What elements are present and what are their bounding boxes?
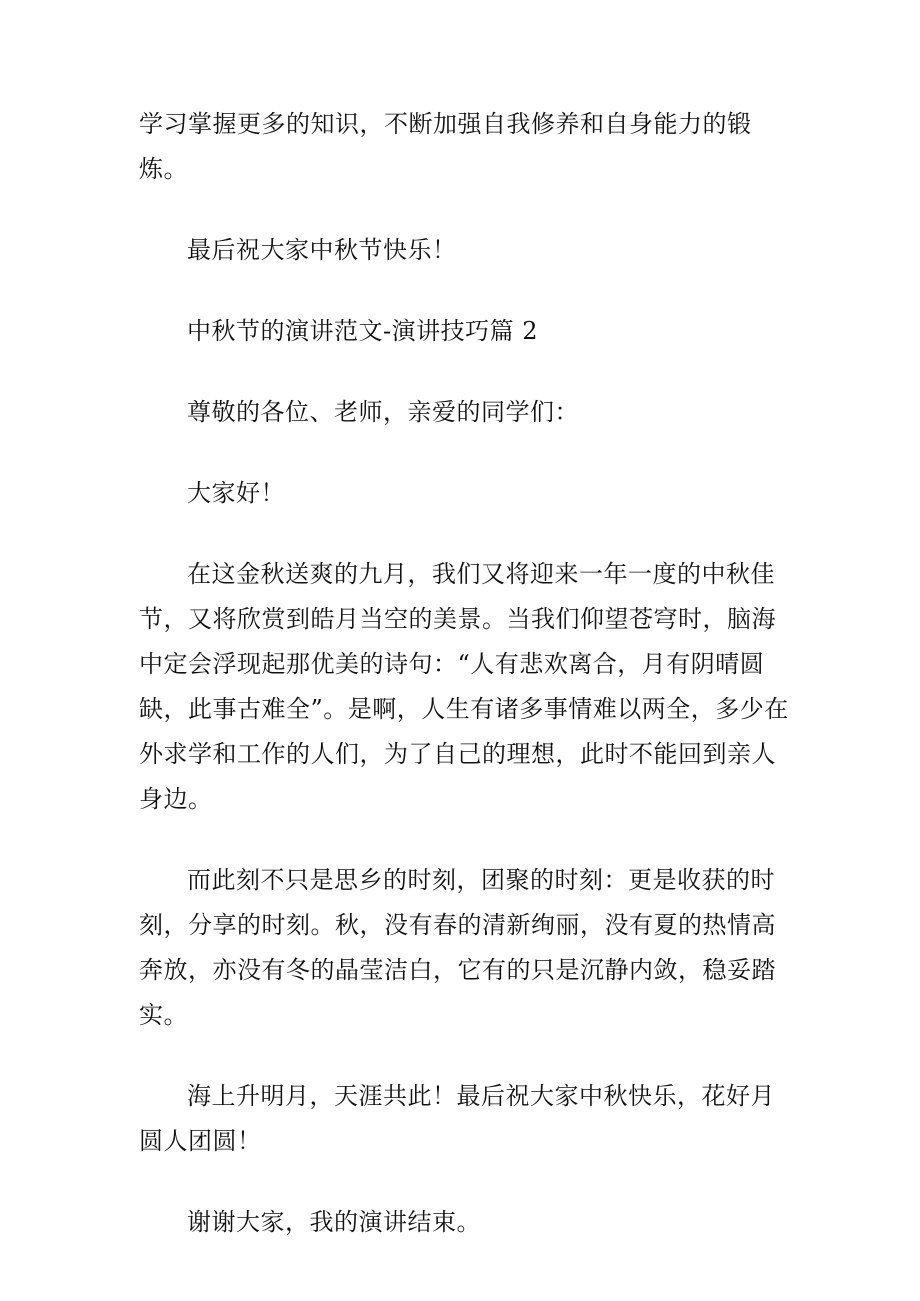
paragraph-holiday-wish: 最后祝大家中秋节快乐！: [187, 236, 457, 264]
salutation: 尊敬的各位、老师，亲爱的同学们：: [187, 398, 579, 426]
paragraph-gap: [139, 1038, 799, 1074]
paragraph-gap: [139, 822, 799, 858]
paragraph-gap: [139, 192, 799, 228]
paragraph-autumn-moon: 在这金秋送爽的九月，我们又将迎来一年一度的中秋佳节，又将欣赏到皓月当空的美景。当我们仰望苍穹时，脑海中定会浮现起那优美的诗句：“人有悲欢离合，月有阴晴圆缺，此事古难全”。是啊，人生有诸多事情难以两全，多少在外求学和工作的人们，为了自己的理想，此时不能回到亲人身边。: [139, 560, 789, 813]
paragraph-gap: [139, 354, 799, 390]
document-body: [139, 102, 799, 1245]
greeting: 大家好！: [187, 479, 285, 507]
paragraph-blessing: 海上升明月，天涯共此！最后祝大家中秋快乐，花好月圆人团圆！: [139, 1082, 775, 1155]
section-title: 中秋节的演讲范文-演讲技巧篇 2: [187, 317, 539, 345]
paragraph-harvest: 而此刻不只是思乡的时刻，团聚的时刻：更是收获的时刻，分享的时刻。秋，没有春的清新绚丽，没有夏的热情高奔放，亦没有冬的晶莹洁白，它有的只是沉静内敛，稳妥踏实。: [139, 866, 776, 1029]
paragraph-thanks: 谢谢大家，我的演讲结束。: [187, 1208, 481, 1236]
paragraph-gap: [139, 435, 799, 471]
paragraph-gap: [139, 273, 799, 309]
paragraph-gap: [139, 1164, 799, 1200]
paragraph-closing-line: 学习掌握更多的知识，不断加强自我修养和自身能力的锻炼。: [139, 110, 752, 183]
paragraph-gap: [139, 516, 799, 552]
